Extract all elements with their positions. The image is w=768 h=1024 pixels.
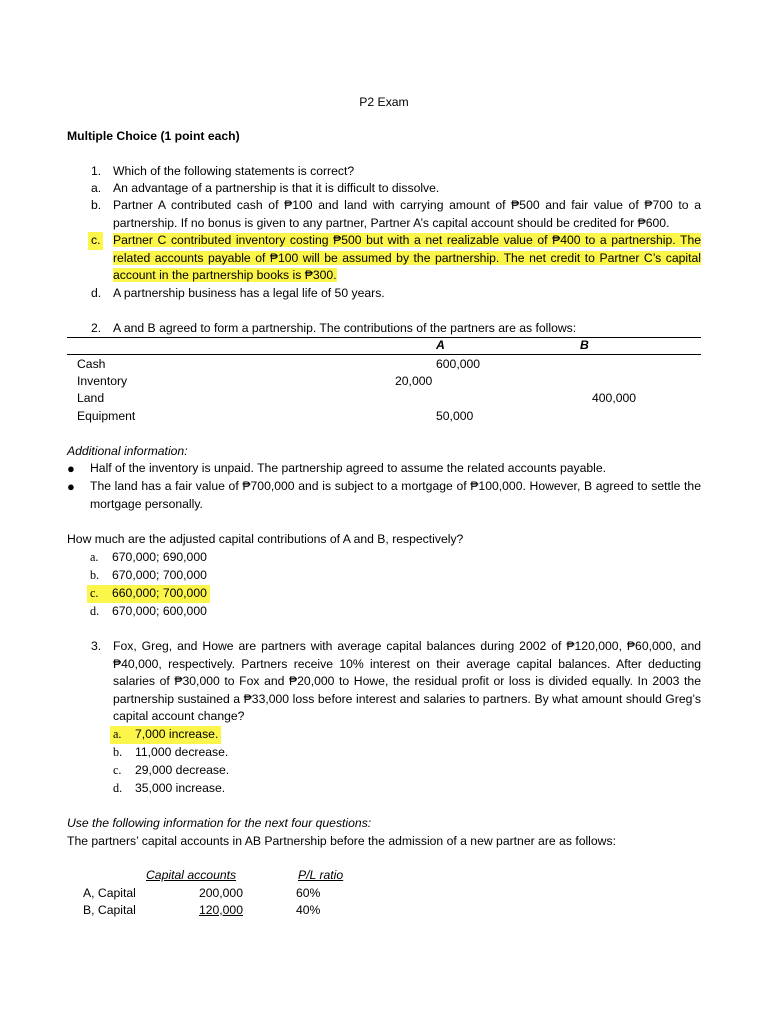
q1-option-d-letter: d. (91, 286, 102, 300)
q1-option-a-text: An advantage of a partnership is that it is difficult to dissolve. (113, 181, 440, 195)
capital-row-label: A, Capital (83, 886, 136, 900)
q1-number: 1. (91, 164, 102, 178)
section-heading: Multiple Choice (1 point each) (67, 129, 240, 143)
table-header-rule (67, 354, 701, 355)
table-row-label: Inventory (77, 374, 128, 388)
q1-stem: Which of the following statements is correct? (113, 164, 355, 178)
q3-number: 3. (91, 639, 102, 653)
q1-option-b-letter: b. (91, 198, 102, 212)
q2-question: How much are the adjusted capital contributions of A and B, respectively? (67, 532, 464, 546)
additional-info-item: Half of the inventory is unpaid. The partnership agreed to assume the related accounts payable. (90, 461, 607, 475)
bullet-icon: ● (67, 479, 75, 494)
q3-option-correct: a. 7,000 increase. (110, 726, 221, 744)
capital-row-amount: 200,000 (198, 886, 243, 900)
capital-row-ratio: 40% (296, 903, 321, 917)
capital-row-amount: 120,000 (198, 903, 243, 917)
q3-option: b. 11,000 decrease. (113, 745, 229, 759)
additional-info-heading: Additional information: (67, 444, 188, 458)
table-cell-b: 400,000 (592, 391, 637, 405)
q1-option-a-letter: a. (91, 181, 102, 195)
capital-row-label: B, Capital (83, 903, 136, 917)
q3-stem: Fox, Greg, and Howe are partners with average capital balances during 2002 of ₱120,000, ₱60,000, and ₱40,000, respectively. Partners receive 10% interest on their average capital balances. After deducting salaries of ₱30,000 to Fox and ₱20,000 to Howe, the residual profit or loss is divided equally. In 2003 the partnership sustained a ₱33,000 loss before interest and salaries to partners. By what amount should Greg’s capital account change? (113, 639, 701, 723)
table-row-label: Cash (77, 357, 106, 371)
additional-info-item: The land has a fair value of ₱700,000 and is subject to a mortgage of ₱100,000. However, B agreed to settle the mortgage personally. (90, 479, 701, 511)
q2-option: a. 670,000; 690,000 (90, 550, 207, 564)
table-row-label: Equipment (77, 409, 136, 423)
q1-option-c-text (113, 232, 701, 285)
q1-option-c-letter: c. (88, 232, 103, 250)
q2-option: d. 670,000; 600,000 (90, 604, 207, 618)
table-top-rule (67, 337, 701, 338)
bullet-icon: ● (67, 461, 75, 476)
table-row-label: Land (77, 391, 105, 405)
table-cell-a: 20,000 (395, 374, 433, 388)
q1-option-b-text: Partner A contributed cash of ₱100 and land with carrying amount of ₱500 and fair value of ₱700 to a partnership. If no bonus is given to any partner, Partner A’s capital account should be credited for ₱600. (113, 198, 701, 230)
capital-row-ratio: 60% (296, 886, 321, 900)
next-questions-intro: Use the following information for the next four questions: (67, 816, 372, 830)
q3-option: d. 35,000 increase. (113, 781, 226, 795)
q3-option: c. 29,000 decrease. (113, 763, 230, 777)
page-title: P2 Exam (359, 95, 409, 109)
table-cell-a: 50,000 (436, 409, 474, 423)
q1-option-c-highlight: Partner C contributed inventory costing ₱500 but with a net realizable value of ₱400 to a partnership. The related accounts payable of ₱100 will be assumed by the partnership. The net credit to Partner C’s capital account in the partnership books is ₱300. (113, 233, 701, 282)
next-questions-text: The partners’ capital accounts in AB Partnership before the admission of a new partner are as follows: (67, 834, 616, 848)
q2-number: 2. (91, 321, 102, 335)
col-header-ratio: P/L ratio (298, 868, 344, 882)
col-header-capital: Capital accounts (146, 868, 237, 882)
q1-option-d-text: A partnership business has a legal life of 50 years. (113, 286, 385, 300)
q2-stem: A and B agreed to form a partnership. The contributions of the partners are as follows: (113, 321, 577, 335)
q2-option: b. 670,000; 700,000 (90, 568, 207, 582)
col-header-b: B (580, 338, 589, 352)
table-cell-a: 600,000 (436, 357, 481, 371)
q2-option-correct: c. 660,000; 700,000 (87, 585, 210, 603)
col-header-a: A (436, 338, 445, 352)
